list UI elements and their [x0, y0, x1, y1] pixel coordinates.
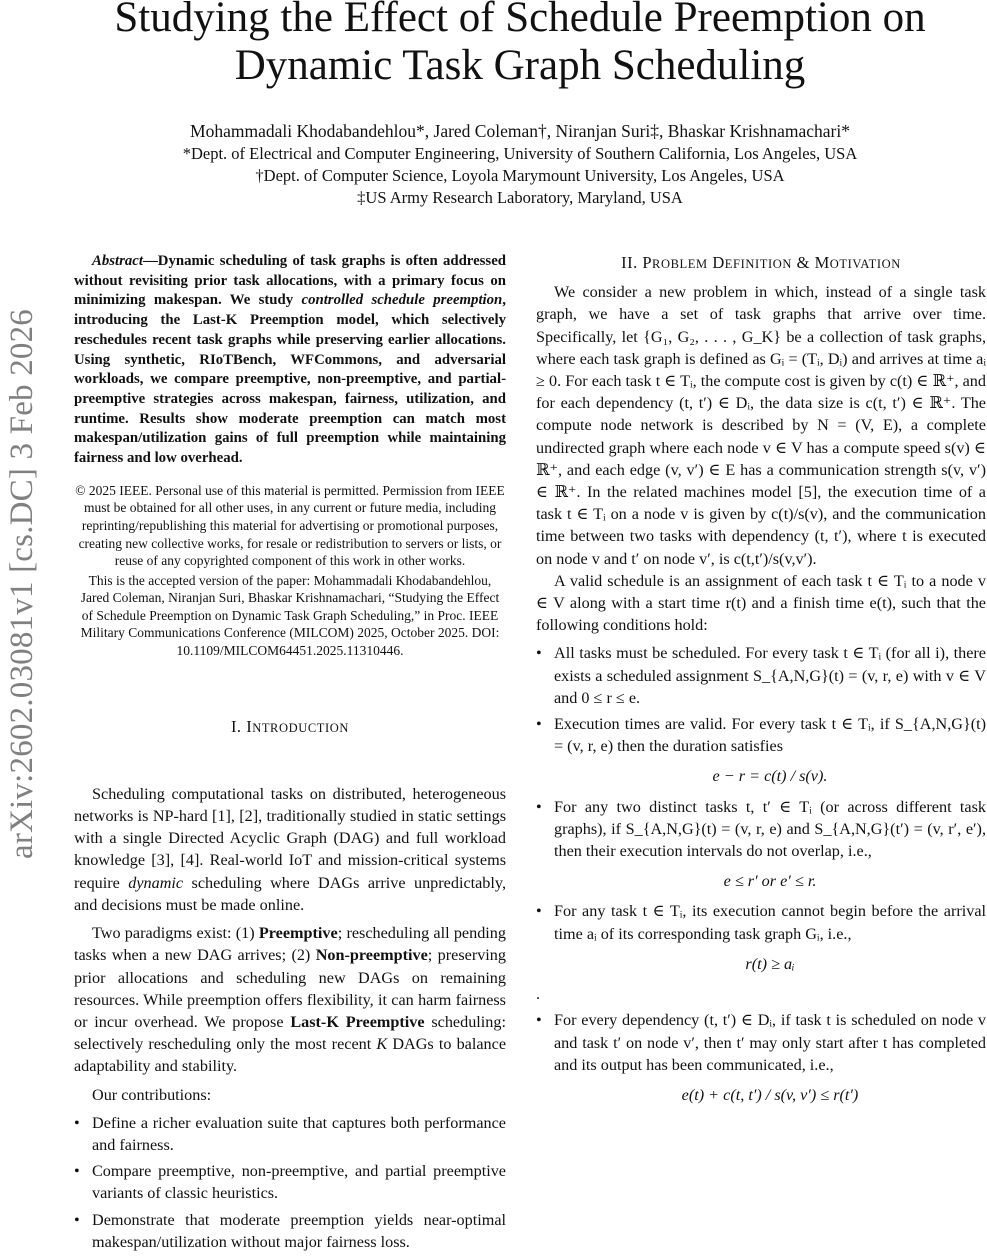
affiliation-usc: *Dept. of Electrical and Computer Engineering, University of Southern California, Los Angeles, USA: [182, 144, 858, 163]
problem-h1: P: [642, 253, 653, 272]
list-item: • Demonstrate that moderate preemption yields near-optimal makespan/utilization without major fairness loss.: [92, 1209, 506, 1253]
intro-paragraph-1: [74, 783, 506, 916]
intro-paragraph-3: Our contributions:: [92, 1085, 212, 1104]
author-list: Mohammadali Khodabandehlou*, Jared Coleman†, Niranjan Suri‡, Bhaskar Krishnamachari*: [190, 121, 850, 141]
affiliation-arl: ‡US Army Research Laboratory, Maryland, USA: [357, 188, 683, 207]
problem-h1r: ROBLEM: [652, 257, 708, 271]
abstract: [74, 252, 506, 469]
list-item: [536, 900, 986, 1005]
condition-text: For every dependency (t, t′) ∈ Dᵢ, if task t is scheduled on node v and task t′ on node v′, then t′ may only start after t has completed and its output has been communicated, i.e.,: [554, 1011, 986, 1074]
intro-p1-text-b: scheduling where DAGs arrive unpredictably, and decisions must be made online.: [74, 873, 506, 914]
equation-dependency: e(t) + c(t, t′) / s(v, v′) ≤ r(t′): [681, 1085, 859, 1104]
intro-p1-em: dynamic: [128, 873, 184, 892]
intro-rest: NTRODUCTION: [252, 720, 350, 735]
condition-text: Execution times are valid. For every task t ∈ Tᵢ, if S_{A,N,G}(t) = (v, r, e) then the duration satisfies: [554, 715, 986, 756]
intro-p2-nonpreemptive: Non-preemptive: [315, 946, 428, 965]
list-item: [554, 796, 986, 893]
intro-p2-k: K: [376, 1035, 388, 1054]
intro-p2-lastk: Last-K Preemptive: [290, 1012, 425, 1031]
equation-arrival: r(t) ≥ aᵢ: [745, 954, 795, 973]
list-item: • Compare preemptive, non-preemptive, and partial preemptive variants of classic heuristics.: [92, 1160, 506, 1204]
list-item: [554, 713, 986, 788]
equation-period: .: [536, 985, 541, 1004]
problem-h2r: EFINITION: [724, 257, 792, 271]
problem-num: II.: [621, 253, 638, 272]
contributions-list: [74, 1112, 506, 1253]
schedule-conditions-list: [536, 642, 986, 1106]
problem-h3r: OTIVATION: [829, 257, 901, 271]
intro-p2-e: scheduling: selectively rescheduling only the most recent: [74, 1012, 506, 1054]
abstract-text-a: —Dynamic scheduling of task graphs is often addressed without revisiting prior task allocations, with a primary focus on minimizing makespan. We study: [74, 253, 506, 309]
condition-text: For any two distinct tasks t, t′ ∈ Tᵢ (or across different task graphs), if S_{A,N,G}(t) = (v, r, e) and S_{A,N,G}(t′) = (v, r′, e′), then their execution intervals do not overlap, i.e.,: [554, 797, 986, 861]
list-item: [554, 1009, 986, 1106]
arxiv-stamp: arXiv:2602.03081v1 [cs.DC] 3 Feb 2026: [4, 309, 40, 860]
intro-paragraph-2: [74, 922, 506, 1077]
right-column: [536, 252, 986, 1114]
equation-duration: e − r = c(t) / s(v).: [712, 767, 828, 786]
problem-paragraph-2: A valid schedule is an assignment of each task t ∈ Tᵢ to a node v ∈ V along with a start time r(t) and a finish time e(t), such that the following conditions hold:: [536, 571, 986, 635]
accepted-version-note: This is the accepted version of the paper: Mohammadali Khodabandehlou, Jared Coleman, Niranjan Suri, Bhaskar Krishnamachari, “Studying the Effect of Schedule Preemption on Dynamic Task Graph Scheduling,” in Proc. IEEE Military Communications Conference (MILCOM) 2025, October 2025. DOI: 10.1109/MILCOM64451.2025.11310446.: [80, 572, 500, 659]
intro-p2-f: DAGs to balance adaptability and stability.: [74, 1035, 507, 1076]
paper-title: [60, 0, 980, 90]
intro-num: I.: [230, 716, 242, 736]
title-line-1: Studying the Effect of Schedule Preemption on: [114, 0, 926, 41]
problem-h2: D: [712, 253, 725, 272]
left-column: [74, 252, 506, 1257]
intro-p2-c: ; rescheduling all pending tasks when a new DAG arrives; (2): [74, 924, 506, 965]
title-line-2: Dynamic Task Graph Scheduling: [234, 42, 806, 89]
list-item: • All tasks must be scheduled. For every task t ∈ Tᵢ (for all i), there exists a scheduled assignment S_{A,N,G}(t) = (v, r, e) with v ∈ V and 0 ≤ r ≤ e.: [554, 642, 986, 709]
section-heading-problem: [536, 252, 986, 275]
equation-non-overlap: e ≤ r′ or e′ ≤ r.: [723, 872, 817, 891]
abstract-em: controlled schedule preemption: [301, 292, 503, 309]
list-item: • Define a richer evaluation suite that captures both performance and fairness.: [92, 1112, 506, 1156]
problem-h3: M: [814, 253, 830, 272]
copyright-notice: © 2025 IEEE. Personal use of this material is permitted. Permission from IEEE must be obtained for all other uses, in any current or future media, including reprinting/republishing this material for advertising or promotional purposes, creating new collective works, for resale or redistribution to servers or lists, or reuse of any copyrighted component of this work in other works.: [75, 482, 505, 569]
condition-text: For any task t ∈ Tᵢ, its execution cannot begin before the arrival time aᵢ of its corresponding task graph Gᵢ, i.e.,: [554, 902, 986, 943]
problem-paragraph-1: We consider a new problem in which, instead of a single task graph, we have a set of task graphs that arrive over time. Specifically, let {G₁, G₂, . . . , G_K} be a collection of task graphs, where each task graph is defined as Gᵢ = (Tᵢ, Dᵢ) and arrives at time aᵢ ≥ 0. For each task t ∈ Tᵢ, the compute cost is given by c(t) ∈ ℝ⁺, and for each dependency (t, t′) ∈ Dᵢ, the data size is c(t, t′) ∈ ℝ⁺. The compute node network is described by N = (V, E), a complete undirected graph where each node v ∈ V has a compute speed s(v) ∈ ℝ⁺, and each edge (v, v′) ∈ E has a communication strength s(v, v′) ∈ ℝ⁺. In the related machines model [5], the execution time of a task t ∈ Tᵢ on a node v is given by c(t)/s(v), and the communication time between two tasks with dependency (t, t′), where t is executed on node v and t′ on node v′, is c(t,t′)/s(v,v′).: [536, 283, 986, 568]
section-heading-introduction: [74, 716, 506, 739]
problem-amp: &: [796, 253, 810, 272]
abstract-label: Abstract: [92, 253, 143, 269]
intro-first: I: [246, 716, 253, 736]
intro-p2-d: ; preserving prior allocations and scheduling new DAGs on remaining resources. While preemption offers flexibility, it can harm fairness or incur overhead. We propose: [74, 946, 506, 1031]
affiliation-lmu: †Dept. of Computer Science, Loyola Marymount University, Los Angeles, USA: [255, 166, 785, 185]
abstract-text-b: , introducing the Last-K Preemption model, which selectively reschedules recent task graphs while preserving earlier allocations. Using synthetic, RIoTBench, WFCommons, and adversarial workloads, we compare preemptive, non-preemptive, and partial-preemptive strategies across makespan, fairness, utilization, and runtime. Results show moderate preemption can match most makespan/utilization gains of full preemption while maintaining fairness and low overhead.: [74, 292, 506, 467]
intro-p1-text: Scheduling computational tasks on distributed, heterogeneous networks is NP-hard [1], [2], traditionally studied in static settings with a single Directed Acyclic Graph (DAG) and full workload knowledge [3], [4]. Real-world IoT and mission-critical systems require: [74, 784, 506, 892]
intro-p2-a: Two paradigms exist: (1): [92, 924, 259, 943]
intro-p2-preemptive: Preemptive: [258, 924, 338, 943]
